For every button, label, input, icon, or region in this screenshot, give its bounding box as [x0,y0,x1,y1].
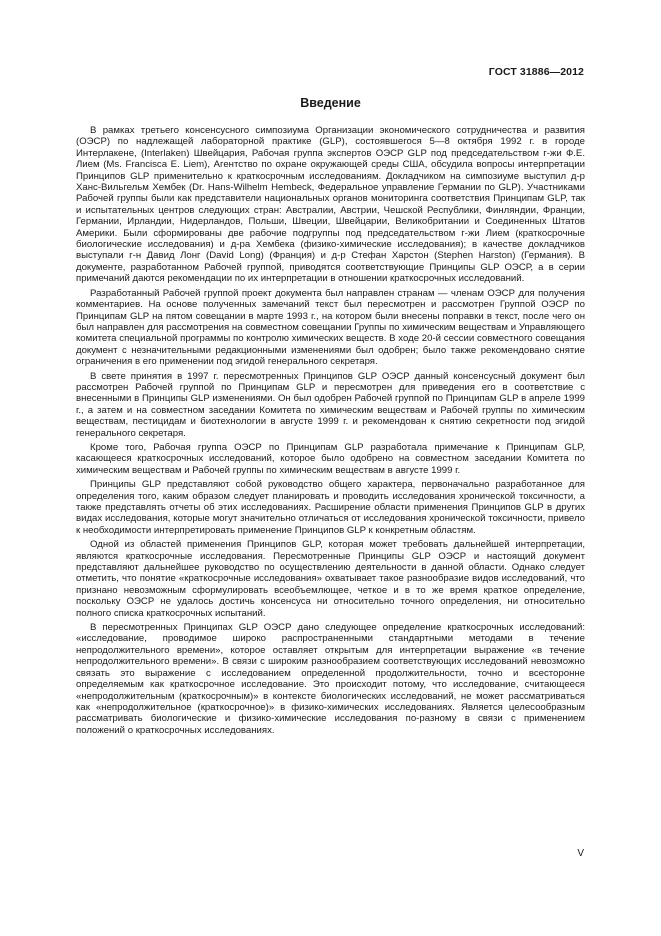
body-text [76,125,585,739]
paragraph: Принципы GLP представляют собой руководство общего характера, первоначально разработанное для определения того, каким образом следует планировать и проводить исследования хронической токсичности, а также представлять отчеты об этих исследованиях. Расширение области применения Принципов GLP в других видах исследования, которые могут значительно отличаться от исследования хронической токсичности, привело к необходимости интерпретировать применение Принципов GLP к конкретным областям. [76,479,585,536]
document-code: ГОСТ 31886—2012 [488,66,584,78]
paragraph: Одной из областей применения Принципов GLP, которая может требовать дальнейшей интерпретации, являются краткосрочные исследования. Пересмотренные Принципы GLP ОЭСР и настоящий документ представляют дальнейшее руководство по осуществлению деятельности в данной области. Однако следует отметить, что понятие «краткосрочные исследования» охватывает такое разнообразие видов исследований, что признано невозможным сформулировать всеобъемлющее, четкое и в то же время краткое определение, поскольку ОЭСР не удалось достичь консенсуса ни относительно точного определения, ни относительно полного списка краткосрочных испытаний. [76,539,585,619]
paragraph: В пересмотренных Принципах GLP ОЭСР дано следующее определение краткосрочных исследований: «исследование, проводимое широко распространенными стандартными методами в течение непродолжительного времени», которое оставляет открытым для интерпретации выражение «в течение непродолжительного времени». В связи с широким разнообразием соответствующих исследований невозможно связать это выражение с исследованием определенной продолжительности, точно и всесторонне определяемым как краткосрочное исследование. Это происходит потому, что исследование, считающееся «непродолжительным (краткосрочным)» в контексте биологических исследований, не может рассматриваться как «непродолжительное (краткосрочное)» в физико-химических исследованиях. Является целесообразным рассматривать биологические и физико-химические исследования по-разному в связи с применением положений о краткосрочных исследованиях. [76,622,585,736]
paragraph: Кроме того, Рабочая группа ОЭСР по Принципам GLP разработала примечание к Принципам GLP, касающееся краткосрочных исследований, которое было одобрено на совместном заседании Комитета по химическим веществам и Рабочей группы по химическим веществам в августе 1999 г. [76,441,585,476]
section-title: Введение [300,96,361,110]
paragraph: Разработанный Рабочей группой проект документа был направлен странам — членам ОЭСР для получения комментариев. На основе полученных замечаний текст был пересмотрен и рассмотрен Группой ОЭСР по Принципам GLP на пятом совещании в марте 1993 г., на котором были внесены поправки в текст, после чего он был направлен для рассмотрения на совместном совещании Группы по химическим веществам и Управляющего комитета специальной программы по контролю химических веществ. В ходе 20-й сессии совместного совещания документ с незначительными редакционными изменениями был одобрен; было также рекомендовано снятие ограничения в его применении под эгидой генерального секретаря. [76,287,585,368]
paragraph: В свете принятия в 1997 г. пересмотренных Принципов GLP ОЭСР данный консенсусный документ был рассмотрен Рабочей группой по Принципам GLP и пересмотрен для приведения его в соответствие с внесенными в Принципы GLP изменениями. Он был одобрен Рабочей группой по Принципам GLP в апреле 1999 г., а затем и на совместном заседании Комитета по химическим веществам и Рабочей группы по химическим веществам, пестицидам и биотехнологии в августе 1999 г. и рекомендован к снятию секретности под эгидой генерального секретаря. [76,370,585,439]
paragraph: В рамках третьего консенсусного симпозиума Организации экономического сотрудничества и развития (ОЭСР) по надлежащей лабораторной практике (GLP), состоявшегося 5—8 октября 1992 г. в городе Интерлакене, (Interlaken) Швейцария, Рабочая группа экспертов ОЭСР GLP под председательством г-жи Ф.Е. Лием (Ms. Francisca E. Liem), Агентство по охране окружающей среды США, обсудила вопросы интерпретации Принципов GLP применительно к краткосрочным исследованиям. Докладчиком на симпозиуме выступил д-р Ханс-Вильгельм Хембек (Dr. Hans-Wilhelm Hembeck, Федеральное управление Германии по GLP). Участниками Рабочей группы были как представители национальных органов мониторинга соответствия Принципам GLP, так и испытательных центров следующих стран: Австралии, Австрии, Чешской Республики, Финляндии, Франции, Германии, Ирландии, Нидерландов, Польши, Швеции, Швейцарии, Великобритании и Соединенных Штатов Америки. Были сформированы две рабочие подгруппы под председательством г-жи Лием (краткосрочные биологические исследования) и д-ра Хембека (физико-химические исследования); в качестве докладчиков выступали г-н Давид Лонг (David Long) (Франция) и д-р Стефан Харстон (Stephen Harston) (Германия). В документе, разработанном Рабочей группой, приводятся соответствующие Принципы GLP ОЭСР, а в серии примечаний даются рекомендации по их интерпретации в отношении краткосрочных исследований. [76,125,585,285]
page-number: V [577,848,584,859]
